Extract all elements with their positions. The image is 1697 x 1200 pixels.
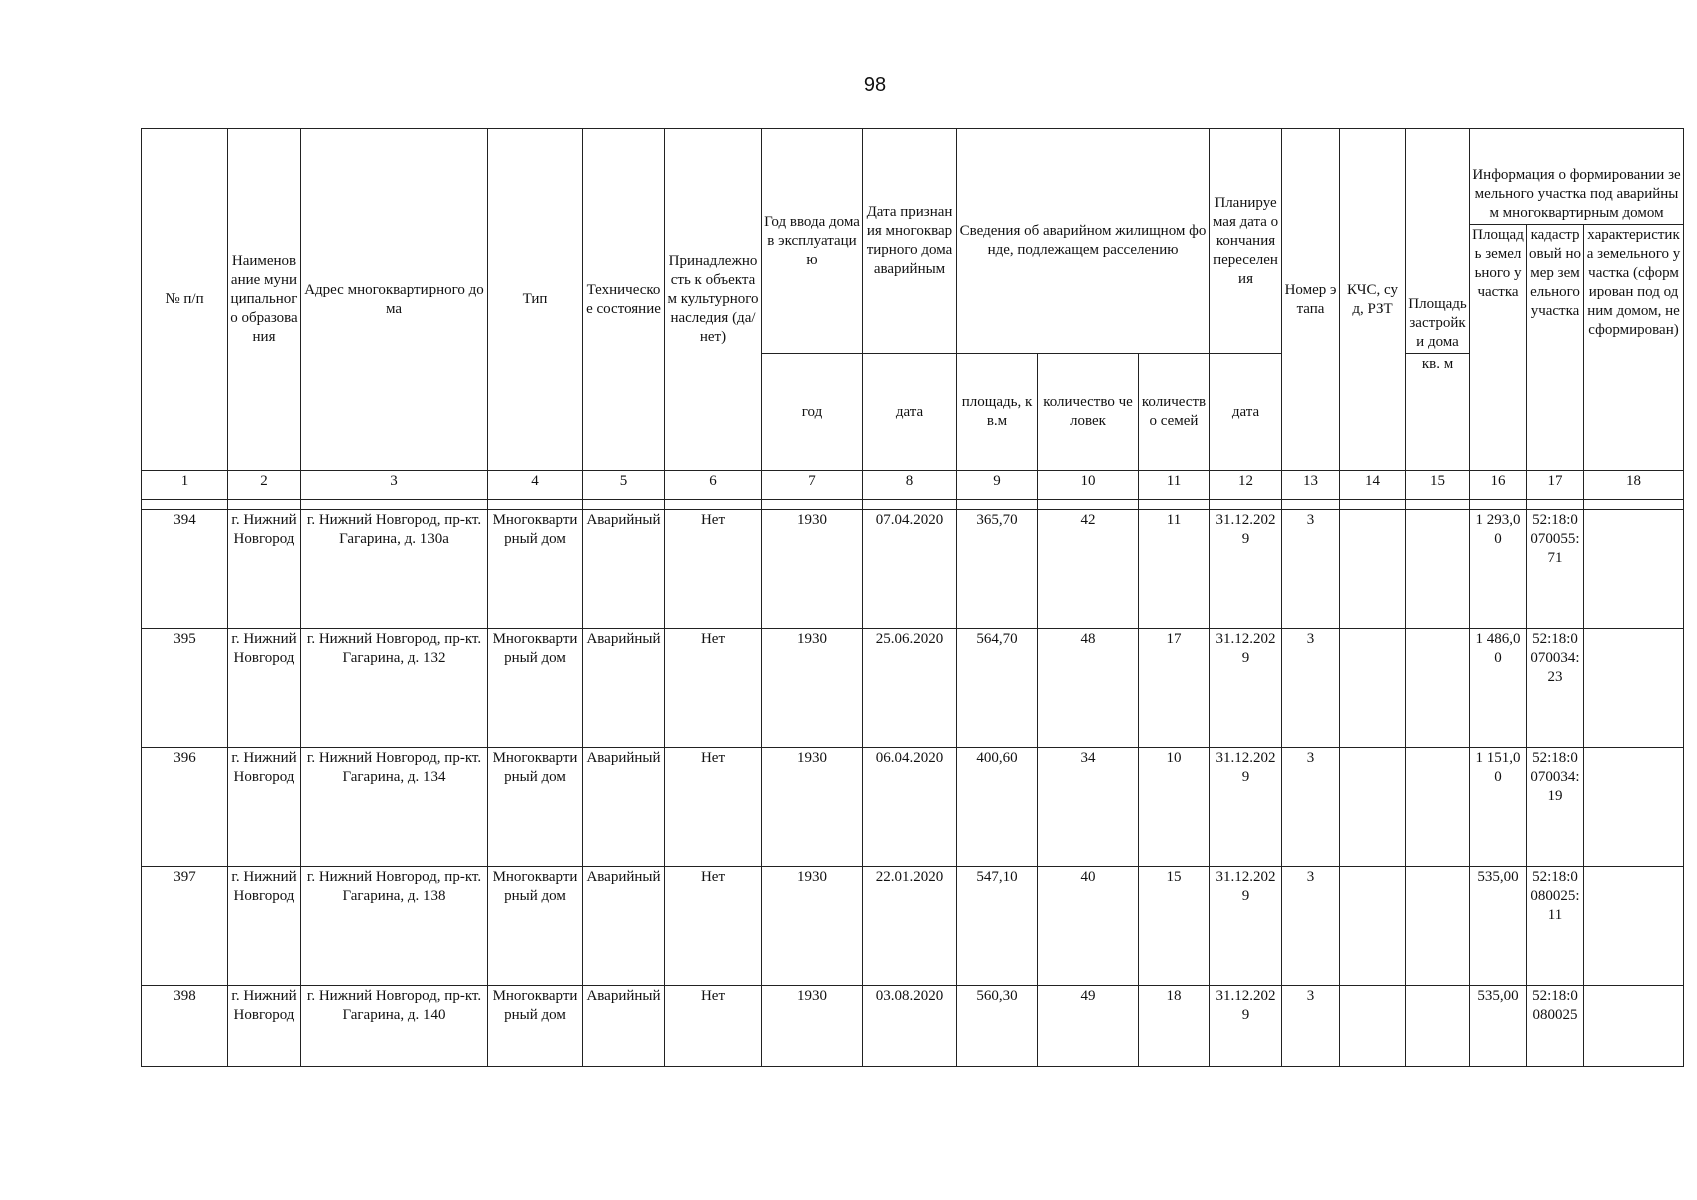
cell-land-characteristic [1584, 986, 1684, 1067]
cell-type: Многоквартирный дом [488, 986, 583, 1067]
cell-families: 15 [1139, 867, 1210, 986]
cell-area: 564,70 [957, 629, 1038, 748]
cell-land-characteristic [1584, 748, 1684, 867]
cell-heritage: Нет [665, 510, 762, 629]
column-number: 1 [142, 471, 228, 500]
spacer-cell [1406, 500, 1470, 510]
column-number: 11 [1139, 471, 1210, 500]
column-number: 16 [1470, 471, 1527, 500]
cell-land-area: 1 486,00 [1470, 629, 1527, 748]
header-stage-number: Номер этапа [1282, 129, 1340, 471]
cell-type: Многоквартирный дом [488, 629, 583, 748]
cell-row-number: 398 [142, 986, 228, 1067]
cell-kchs [1340, 867, 1406, 986]
spacer-cell [488, 500, 583, 510]
column-number: 15 [1406, 471, 1470, 500]
spacer-cell [1527, 500, 1584, 510]
cell-area: 547,10 [957, 867, 1038, 986]
cell-heritage: Нет [665, 748, 762, 867]
cell-cadastral-number: 52:18:0080025 [1527, 986, 1584, 1067]
spacer-cell [863, 500, 957, 510]
column-number: 4 [488, 471, 583, 500]
column-number: 18 [1584, 471, 1684, 500]
cell-people: 48 [1038, 629, 1139, 748]
header-land-characteristic: характеристика земельного участка (сформирован под одним домом, не сформирован) [1584, 225, 1684, 471]
column-number: 7 [762, 471, 863, 500]
header-unit-planned-date: дата [1210, 354, 1282, 471]
cell-families: 18 [1139, 986, 1210, 1067]
cell-address: г. Нижний Новгород, пр-кт. Гагарина, д. 138 [301, 867, 488, 986]
cell-land-area: 535,00 [1470, 986, 1527, 1067]
cell-stage: 3 [1282, 867, 1340, 986]
cell-technical-state: Аварийный [583, 867, 665, 986]
cell-stage: 3 [1282, 510, 1340, 629]
cell-municipality: г. Нижний Новгород [228, 986, 301, 1067]
header-cadastral-number: кадастровый номер земельного участка [1527, 225, 1584, 471]
cell-heritage: Нет [665, 629, 762, 748]
cell-people: 42 [1038, 510, 1139, 629]
header-emergency-date: Дата признания многоквартирного дома аварийным [863, 129, 957, 354]
cell-type: Многоквартирный дом [488, 510, 583, 629]
cell-people: 40 [1038, 867, 1139, 986]
cell-municipality: г. Нижний Новгород [228, 510, 301, 629]
header-heritage: Принадлежность к объектам культурного наследия (да/нет) [665, 129, 762, 471]
cell-building-area [1406, 986, 1470, 1067]
cell-cadastral-number: 52:18:0080025:11 [1527, 867, 1584, 986]
header-technical-state: Техническое состояние [583, 129, 665, 471]
cell-address: г. Нижний Новгород, пр-кт. Гагарина, д. 130а [301, 510, 488, 629]
cell-type: Многоквартирный дом [488, 867, 583, 986]
header-unit-building-area: кв. м [1406, 354, 1470, 471]
cell-row-number: 397 [142, 867, 228, 986]
cell-technical-state: Аварийный [583, 510, 665, 629]
header-land-plot-group: Информация о формировании земельного участка под аварийным многоквартирным домом [1470, 129, 1684, 225]
spacer-cell [1340, 500, 1406, 510]
column-number: 17 [1527, 471, 1584, 500]
cell-heritage: Нет [665, 986, 762, 1067]
column-number: 5 [583, 471, 665, 500]
table-row [142, 748, 1684, 867]
cell-commission-year: 1930 [762, 748, 863, 867]
column-number: 12 [1210, 471, 1282, 500]
cell-technical-state: Аварийный [583, 748, 665, 867]
cell-planned-date: 31.12.2029 [1210, 748, 1282, 867]
header-row-number: № п/п [142, 129, 228, 471]
cell-planned-date: 31.12.2029 [1210, 629, 1282, 748]
cell-row-number: 394 [142, 510, 228, 629]
header-kchs: КЧС, суд, РЗТ [1340, 129, 1406, 471]
cell-planned-date: 31.12.2029 [1210, 986, 1282, 1067]
page-number: 98 [863, 74, 887, 96]
header-unit-area: площадь, кв.м [957, 354, 1038, 471]
emergency-housing-table [141, 128, 1684, 1067]
header-land-area: Площадь земельного участка [1470, 225, 1527, 471]
header-municipality: Наименование муниципального образования [228, 129, 301, 471]
table-row [142, 629, 1684, 748]
spacer-cell [1584, 500, 1684, 510]
table-body [142, 471, 1684, 1067]
cell-land-characteristic [1584, 629, 1684, 748]
cell-stage: 3 [1282, 748, 1340, 867]
spacer-cell [1282, 500, 1340, 510]
cell-emergency-date: 22.01.2020 [863, 867, 957, 986]
header-type: Тип [488, 129, 583, 471]
spacer-cell [1470, 500, 1527, 510]
cell-stage: 3 [1282, 629, 1340, 748]
cell-kchs [1340, 510, 1406, 629]
cell-emergency-date: 07.04.2020 [863, 510, 957, 629]
spacer-cell [1038, 500, 1139, 510]
cell-kchs [1340, 748, 1406, 867]
cell-commission-year: 1930 [762, 986, 863, 1067]
header-building-area: Площадь застройки дома [1406, 129, 1470, 354]
header-unit-families: количество семей [1139, 354, 1210, 471]
cell-commission-year: 1930 [762, 510, 863, 629]
spacer-cell [301, 500, 488, 510]
column-number: 14 [1340, 471, 1406, 500]
cell-families: 11 [1139, 510, 1210, 629]
cell-building-area [1406, 510, 1470, 629]
cell-kchs [1340, 986, 1406, 1067]
cell-commission-year: 1930 [762, 629, 863, 748]
table-row [142, 867, 1684, 986]
spacer-cell [665, 500, 762, 510]
spacer-cell [142, 500, 228, 510]
spacer-cell [762, 500, 863, 510]
cell-families: 17 [1139, 629, 1210, 748]
cell-emergency-date: 03.08.2020 [863, 986, 957, 1067]
cell-cadastral-number: 52:18:0070034:23 [1527, 629, 1584, 748]
cell-municipality: г. Нижний Новгород [228, 748, 301, 867]
spacer-cell [583, 500, 665, 510]
header-planned-date: Планируемая дата окончания переселения [1210, 129, 1282, 354]
column-number-row [142, 471, 1684, 500]
cell-area: 400,60 [957, 748, 1038, 867]
spacer-row [142, 500, 1684, 510]
cell-land-area: 1 151,00 [1470, 748, 1527, 867]
spacer-cell [1210, 500, 1282, 510]
cell-emergency-date: 25.06.2020 [863, 629, 957, 748]
cell-kchs [1340, 629, 1406, 748]
table-row [142, 510, 1684, 629]
header-address: Адрес многоквартирного дома [301, 129, 488, 471]
cell-commission-year: 1930 [762, 867, 863, 986]
header-commission-year: Год ввода дома в эксплуатацию [762, 129, 863, 354]
cell-land-area: 1 293,00 [1470, 510, 1527, 629]
cell-address: г. Нижний Новгород, пр-кт. Гагарина, д. 134 [301, 748, 488, 867]
cell-planned-date: 31.12.2029 [1210, 867, 1282, 986]
cell-row-number: 396 [142, 748, 228, 867]
cell-land-characteristic [1584, 510, 1684, 629]
spacer-cell [228, 500, 301, 510]
cell-technical-state: Аварийный [583, 986, 665, 1067]
cell-building-area [1406, 629, 1470, 748]
header-unit-year: год [762, 354, 863, 471]
header-emergency-fund-group: Сведения об аварийном жилищном фонде, подлежащем расселению [957, 129, 1210, 354]
cell-cadastral-number: 52:18:0070055:71 [1527, 510, 1584, 629]
cell-stage: 3 [1282, 986, 1340, 1067]
spacer-cell [957, 500, 1038, 510]
table-header [142, 129, 1684, 471]
column-number: 3 [301, 471, 488, 500]
cell-row-number: 395 [142, 629, 228, 748]
column-number: 13 [1282, 471, 1340, 500]
cell-emergency-date: 06.04.2020 [863, 748, 957, 867]
cell-cadastral-number: 52:18:0070034:19 [1527, 748, 1584, 867]
header-unit-people: количество человек [1038, 354, 1139, 471]
cell-people: 34 [1038, 748, 1139, 867]
cell-building-area [1406, 748, 1470, 867]
cell-planned-date: 31.12.2029 [1210, 510, 1282, 629]
cell-municipality: г. Нижний Новгород [228, 629, 301, 748]
cell-type: Многоквартирный дом [488, 748, 583, 867]
spacer-cell [1139, 500, 1210, 510]
cell-people: 49 [1038, 986, 1139, 1067]
cell-families: 10 [1139, 748, 1210, 867]
cell-area: 560,30 [957, 986, 1038, 1067]
table-row [142, 986, 1684, 1067]
cell-address: г. Нижний Новгород, пр-кт. Гагарина, д. 132 [301, 629, 488, 748]
column-number: 8 [863, 471, 957, 500]
header-unit-date: дата [863, 354, 957, 471]
cell-heritage: Нет [665, 867, 762, 986]
cell-land-area: 535,00 [1470, 867, 1527, 986]
cell-address: г. Нижний Новгород, пр-кт. Гагарина, д. 140 [301, 986, 488, 1067]
cell-building-area [1406, 867, 1470, 986]
column-number: 9 [957, 471, 1038, 500]
cell-municipality: г. Нижний Новгород [228, 867, 301, 986]
cell-technical-state: Аварийный [583, 629, 665, 748]
column-number: 2 [228, 471, 301, 500]
column-number: 6 [665, 471, 762, 500]
cell-land-characteristic [1584, 867, 1684, 986]
cell-area: 365,70 [957, 510, 1038, 629]
column-number: 10 [1038, 471, 1139, 500]
